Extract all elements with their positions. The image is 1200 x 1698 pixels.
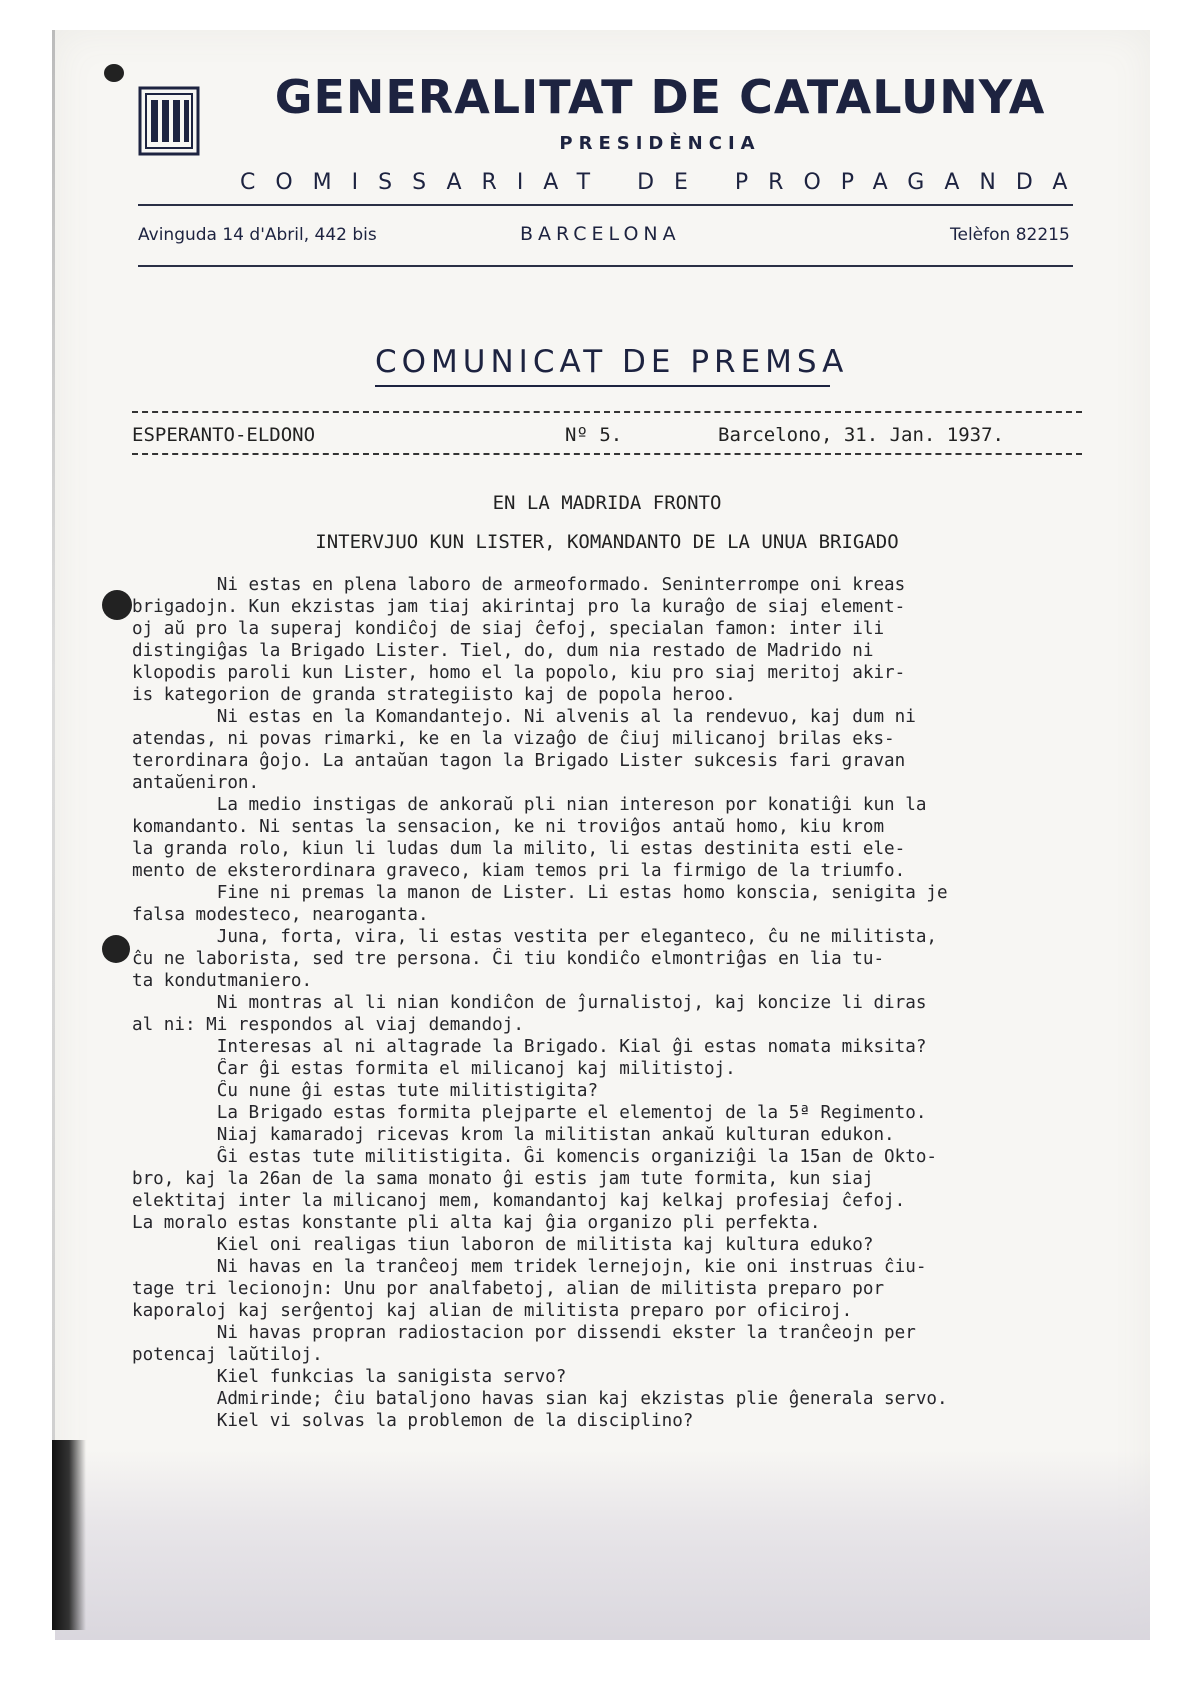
- edition-label: ESPERANTO-ELDONO: [132, 424, 316, 446]
- letterhead-title: GENERALITAT DE CATALUNYA: [274, 70, 1046, 124]
- article-title: INTERVJUO KUN LISTER, KOMANDANTO DE LA UNUA BRIGADO: [315, 531, 899, 553]
- letterhead-rule-bottom: [138, 265, 1073, 267]
- page-bottom-left-shadow: [52, 1440, 86, 1630]
- article-body-line: Niaj kamaradoj ricevas krom la militistan ankaŭ kulturan edukon.: [132, 1125, 895, 1145]
- article-body-line: Juna, forta, vira, li estas vestita per eleganteco, ĉu ne militista,: [132, 927, 938, 947]
- article-body-line: La Brigado estas formita plejparte el elementoj de la 5ª Regimento.: [132, 1103, 927, 1123]
- article-body-line: Admirinde; ĉiu bataljono havas sian kaj ekzistas plie ĝenerala servo.: [132, 1389, 948, 1409]
- article-body-line: falsa modesteco, nearoganta.: [132, 905, 429, 925]
- catalan-shield-icon: [138, 86, 200, 156]
- article-body-line: bro, kaj la 26an de la sama monato ĝi estis jam tute formita, kun siaj: [132, 1169, 874, 1189]
- article-body-line: Ni estas en plena laboro de armeoformado. Seninterrompe oni kreas: [132, 575, 906, 595]
- letterhead-subtitle: PRESIDÈNCIA: [559, 133, 761, 154]
- article-body-line: Ĉu nune ĝi estas tute militistigita?: [132, 1081, 599, 1101]
- article-body-line: klopodis paroli kun Lister, homo el la popolo, kiu pro siaj meritoj akir-: [132, 663, 906, 683]
- article-body-line: antaŭeniron.: [132, 773, 260, 793]
- article-body-line: kaporaloj kaj serĝentoj kaj alian de militista preparo por oficiroj.: [132, 1301, 853, 1321]
- article-body-line: is kategorion de granda strategiisto kaj de popola heroo.: [132, 685, 736, 705]
- article-body-line: Ni montras al li nian kondiĉon de ĵurnalistoj, kaj koncize li diras: [132, 993, 927, 1013]
- article-body-line: distingiĝas la Brigado Lister. Tiel, do, dum nia restado de Madrido ni: [132, 641, 874, 661]
- article-body-line: atendas, ni povas rimarki, ke en la vizaĝo de ĉiuj milicanoj brilas eks-: [132, 729, 895, 749]
- article-body-line: elektitaj inter la milicanoj mem, komandantoj kaj kelkaj profesiaj ĉefoj.: [132, 1191, 906, 1211]
- article-body: [132, 574, 1107, 1432]
- article-body-line: brigadojn. Kun ekzistas jam tiaj akirintaj pro la kuraĝo de siaj element-: [132, 597, 906, 617]
- document-type-title: COMUNICAT DE PREMSA: [375, 344, 849, 380]
- article-body-line: al ni: Mi respondos al viaj demandoj.: [132, 1015, 524, 1035]
- article-body-line: ta kondutmaniero.: [132, 971, 313, 991]
- section-heading: EN LA MADRIDA FRONTO: [492, 492, 722, 514]
- letterhead-city: BARCELONA: [520, 223, 681, 245]
- letterhead-address: Avinguda 14 d'Abril, 442 bis: [138, 225, 377, 245]
- article-body-line: Ĝi estas tute militistigita. Ĝi komencis organiziĝi la 15an de Okto-: [132, 1147, 938, 1167]
- page-bottom-stain: [55, 1450, 1150, 1640]
- article-body-line: la granda rolo, kiun li ludas dum la milito, li estas destinita esti ele-: [132, 839, 906, 859]
- article-body-line: terordinara ĝojo. La antaŭan tagon la Brigado Lister sukcesis fari gravan: [132, 751, 906, 771]
- article-body-line: Kiel vi solvas la problemon de la disciplino?: [132, 1411, 694, 1431]
- document-type-underline: [375, 385, 830, 387]
- article-body-line: oj aŭ pro la superaj kondiĉoj de siaj ĉefoj, specialan famon: inter ili: [132, 619, 885, 639]
- letterhead-rule-top: [138, 204, 1073, 206]
- meta-rule-top: [132, 411, 1082, 413]
- article-body-line: Fine ni premas la manon de Lister. Li estas homo konscia, senigita je: [132, 883, 948, 903]
- article-body-line: mento de eksterordinara graveco, kiam temos pri la firmigo de la triumfo.: [132, 861, 906, 881]
- article-body-line: Kiel funkcias la sanigista servo?: [132, 1367, 567, 1387]
- issue-number: Nº 5.: [565, 424, 623, 446]
- article-body-line: komandanto. Ni sentas la sensacion, ke ni troviĝos antaŭ homo, kiu krom: [132, 817, 885, 837]
- article-body-line: Ĉar ĝi estas formita el milicanoj kaj militistoj.: [132, 1059, 736, 1079]
- letterhead-department: COMISSARIAT DE PROPAGANDA: [240, 170, 1088, 195]
- place-date: Barcelono, 31. Jan. 1937.: [718, 424, 1004, 446]
- article-body-line: Kiel oni realigas tiun laboron de militista kaj kultura eduko?: [132, 1235, 874, 1255]
- article-body-line: ĉu ne laborista, sed tre persona. Ĉi tiu kondiĉo elmontriĝas en lia tu-: [132, 949, 885, 969]
- meta-rule-bottom: [132, 453, 1082, 455]
- ink-mark: [104, 64, 124, 82]
- ink-mark: [102, 935, 130, 963]
- letterhead-phone: Telèfon 82215: [950, 225, 1070, 245]
- article-body-line: La medio instigas de ankoraŭ pli nian intereson por konatiĝi kun la: [132, 795, 927, 815]
- article-body-line: Interesas al ni altagrade la Brigado. Kial ĝi estas nomata miksita?: [132, 1037, 927, 1057]
- article-body-line: La moralo estas konstante pli alta kaj ĝia organizo pli perfekta.: [132, 1213, 821, 1233]
- ink-mark: [102, 590, 132, 620]
- article-body-line: potencaj laŭtiloj.: [132, 1345, 323, 1365]
- article-body-line: Ni havas propran radiostacion por dissendi ekster la tranĉeojn per: [132, 1323, 916, 1343]
- article-body-line: Ni havas en la tranĉeoj mem tridek lernejojn, kie oni instruas ĉiu-: [132, 1257, 927, 1277]
- article-body-line: Ni estas en la Komandantejo. Ni alvenis al la rendevuo, kaj dum ni: [132, 707, 916, 727]
- article-body-line: tage tri lecionojn: Unu por analfabetoj, alian de militista preparo por: [132, 1279, 885, 1299]
- page-left-edge: [52, 30, 55, 1630]
